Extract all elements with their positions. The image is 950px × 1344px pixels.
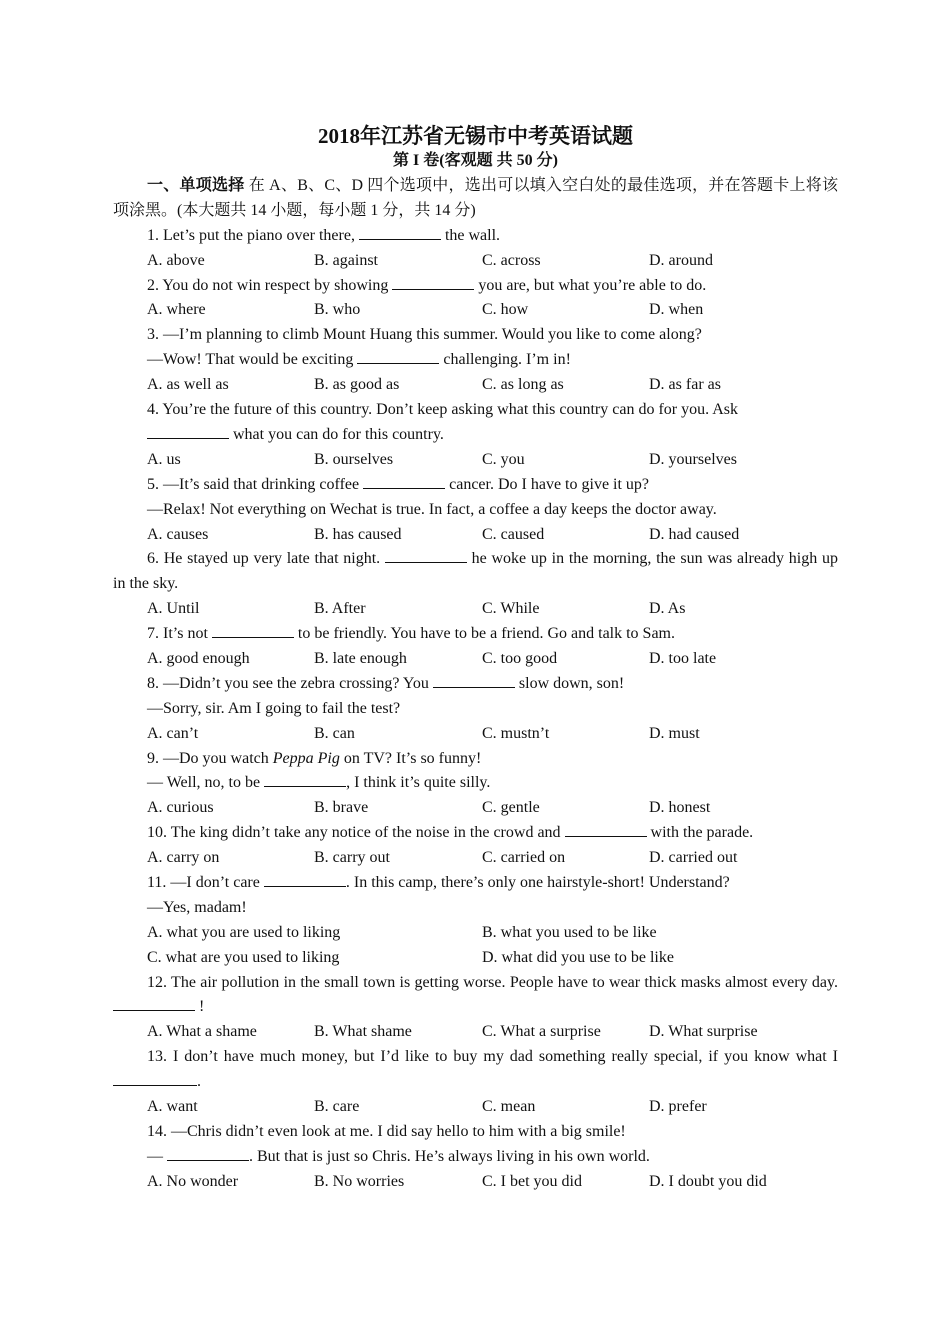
exam-subtitle: 第 I 卷(客观题 共 50 分)	[393, 152, 558, 169]
question-7: 7. It’s not to be friendly. You have to be a friend. Go and talk to Sam.	[147, 625, 675, 643]
answer-blank	[212, 623, 294, 638]
question-4: 4. You’re the future of this country. Don’t keep asking what this country can do for you. Ask	[147, 401, 739, 419]
option-d: D. What surprise	[649, 1023, 758, 1041]
option-a: A. No wonder	[147, 1172, 239, 1190]
option-b: B. carry out	[314, 849, 390, 867]
option-b: B. has caused	[314, 525, 402, 543]
options-11-cd	[113, 946, 838, 971]
option-c: C. mustn’t	[482, 724, 550, 742]
option-d: D. As	[649, 600, 686, 618]
question-14: 14. —Chris didn’t even look at me. I did say hello to him with a big smile!	[147, 1122, 626, 1140]
option-c: C. you	[482, 450, 525, 468]
option-b: B. who	[314, 301, 361, 319]
question-13: 13. I don’t have much money, but I’d like to buy my dad something really special, if you know what I .	[113, 1045, 838, 1095]
question-14-reply: — . But that is just so Chris. He’s always living in his own world.	[147, 1147, 650, 1165]
option-a: A. what you are used to liking	[147, 923, 341, 941]
option-b: B. After	[314, 600, 366, 618]
option-b: B. late enough	[314, 649, 407, 667]
option-a: A. where	[147, 301, 206, 319]
option-a: A. want	[147, 1098, 198, 1116]
answer-blank	[357, 349, 439, 364]
answer-blank	[113, 996, 195, 1011]
question-3-reply: —Wow! That would be exciting challenging. I’m in!	[147, 351, 571, 369]
options-11-ab	[113, 921, 838, 946]
option-c: C. across	[482, 251, 541, 269]
question-9: 9. —Do you watch Peppa Pig on TV? It’s so funny!	[147, 749, 482, 767]
option-d: D. had caused	[649, 525, 740, 543]
question-9-reply: — Well, no, to be , I think it’s quite silly.	[147, 774, 491, 792]
option-a: A. carry on	[147, 849, 220, 867]
question-12: 12. The air pollution in the small town is getting worse. People have to wear thick masks almost every day. !	[113, 971, 838, 1021]
option-b: B. No worries	[314, 1172, 405, 1190]
question-8: 8. —Didn’t you see the zebra crossing? You slow down, son!	[147, 674, 625, 692]
answer-blank	[385, 548, 467, 563]
answer-blank	[433, 673, 515, 688]
option-c: C. gentle	[482, 799, 540, 817]
option-d: D. prefer	[649, 1098, 707, 1116]
option-d: D. must	[649, 724, 700, 742]
answer-blank	[359, 225, 441, 240]
option-b: B. What shame	[314, 1023, 412, 1041]
options-13	[113, 1095, 838, 1120]
option-c: C. too good	[482, 649, 558, 667]
option-c: C. carried on	[482, 849, 566, 867]
option-a: A. as well as	[147, 376, 229, 394]
options-2	[113, 298, 838, 323]
options-7	[113, 647, 838, 672]
options-14	[113, 1170, 838, 1195]
option-b: B. care	[314, 1098, 360, 1116]
question-10: 10. The king didn’t take any notice of the noise in the crowd and with the parade.	[147, 824, 754, 842]
question-1: 1. Let’s put the piano over there, the wall.	[147, 226, 501, 244]
option-d: D. as far as	[649, 376, 721, 394]
options-8	[113, 722, 838, 747]
options-3	[113, 373, 838, 398]
option-a: A. curious	[147, 799, 214, 817]
option-c: C. I bet you did	[482, 1172, 582, 1190]
option-c: C. how	[482, 301, 529, 319]
option-c: C. caused	[482, 525, 545, 543]
show-title: Peppa Pig	[272, 749, 340, 767]
question-5: 5. —It’s said that drinking coffee cancer. Do I have to give it up?	[147, 475, 650, 493]
question-11: 11. —I don’t care . In this camp, there’s only one hairstyle-short! Understand?	[147, 874, 730, 891]
options-4	[113, 448, 838, 473]
option-b: B. can	[314, 724, 355, 742]
answer-blank	[147, 424, 229, 439]
option-c: C. as long as	[482, 376, 564, 394]
answer-blank	[392, 275, 474, 290]
option-d: D. I doubt you did	[649, 1172, 767, 1190]
option-d: D. honest	[649, 799, 711, 817]
option-b: B. ourselves	[314, 450, 394, 468]
options-10	[113, 846, 838, 871]
option-d: D. too late	[649, 649, 717, 667]
question-8-reply: —Sorry, sir. Am I going to fail the test?	[147, 699, 401, 717]
option-b: B. against	[314, 251, 378, 269]
options-12	[113, 1020, 838, 1045]
answer-blank	[264, 872, 346, 887]
option-a: A. Until	[147, 600, 200, 618]
option-d: D. yourselves	[649, 450, 737, 468]
option-a: A. good enough	[147, 649, 250, 667]
option-a: A. us	[147, 450, 181, 468]
option-a: A. What a shame	[147, 1023, 257, 1041]
option-c: C. mean	[482, 1098, 536, 1116]
option-b: B. brave	[314, 799, 369, 817]
question-4-cont: what you can do for this country.	[113, 423, 838, 448]
answer-blank	[113, 1071, 197, 1086]
answer-blank	[565, 822, 647, 837]
question-2: 2. You do not win respect by showing you are, but what you’re able to do.	[147, 276, 707, 294]
option-b: B. what you used to be like	[482, 923, 657, 941]
exam-title: 2018年江苏省无锡市中考英语试题	[318, 124, 633, 148]
answer-blank	[363, 474, 445, 489]
section-instructions: 一、单项选择 在 A、B、C、D 四个选项中，选出可以填入空白处的最佳选项，并在答题卡上将该项涂黑。(本大题共 14 小题，每小题 1 分，共 14 分)	[113, 177, 838, 219]
option-b: B. as good as	[314, 376, 400, 394]
answer-blank	[264, 772, 346, 787]
exam-page	[113, 120, 838, 1195]
option-d: D. carried out	[649, 849, 738, 867]
option-d: D. when	[649, 301, 704, 319]
option-c: C. What a surprise	[482, 1023, 601, 1041]
option-a: A. can’t	[147, 724, 199, 742]
option-a: A. causes	[147, 525, 209, 543]
option-d: D. what did you use to be like	[482, 948, 674, 966]
question-6: 6. He stayed up very late that night. he woke up in the morning, the sun was already high up in the sky.	[113, 550, 838, 593]
options-9	[113, 796, 838, 821]
question-3: 3. —I’m planning to climb Mount Huang this summer. Would you like to come along?	[147, 326, 702, 344]
option-a: A. above	[147, 251, 205, 269]
options-1	[113, 249, 838, 274]
option-c: C. what are you used to liking	[147, 948, 340, 966]
question-11-reply: —Yes, madam!	[147, 898, 247, 916]
option-d: D. around	[649, 251, 713, 269]
section-heading: 一、单项选择	[147, 177, 245, 194]
option-c: C. While	[482, 600, 540, 618]
answer-blank	[167, 1146, 249, 1161]
options-6	[113, 597, 838, 622]
options-5	[113, 523, 838, 548]
question-5-reply: —Relax! Not everything on Wechat is true. In fact, a coffee a day keeps the doctor away.	[147, 500, 717, 518]
